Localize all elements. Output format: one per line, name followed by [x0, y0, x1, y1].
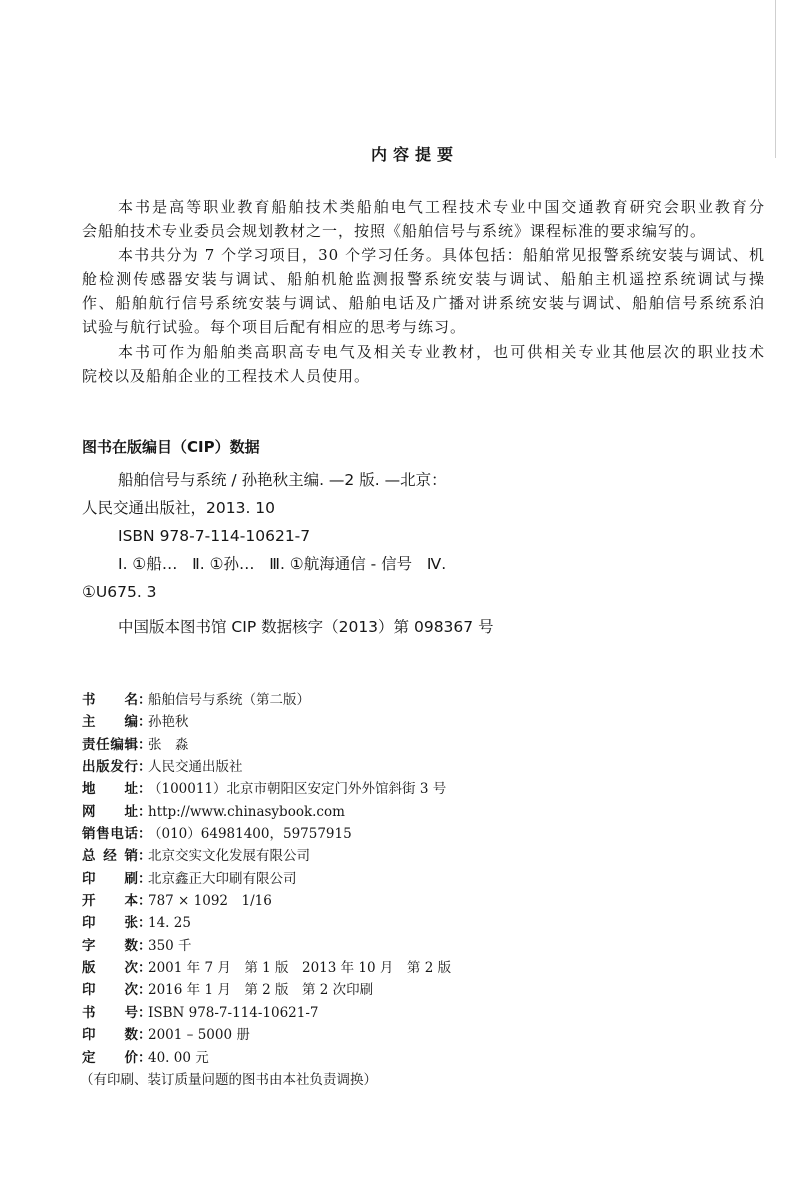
imprint-row-address	[82, 778, 682, 800]
cip-publisher-line: 人民交通出版社，2013. 10	[82, 499, 276, 517]
summary-line: 院校以及船舶企业的工程技术人员使用。	[82, 366, 371, 385]
imprint-separator: ：	[138, 781, 152, 798]
imprint-value: 2001 – 5000 册	[148, 1027, 250, 1044]
imprint-separator: ：	[138, 1049, 152, 1066]
imprint-value: 人民交通出版社	[148, 759, 243, 776]
summary-line: 本书是高等职业教育船舶技术类船舶电气工程技术专业中国交通教育研究会职业教育分	[118, 198, 765, 216]
summary-line: 会船舶技术专业委员会规划教材之一，按照《船舶信号与系统》课程标准的要求编写的。	[82, 222, 707, 241]
quality-note: （有印刷、装订质量问题的图书由本社负责调换）	[80, 1071, 377, 1088]
imprint-separator: ：	[138, 893, 152, 910]
imprint-separator: ：	[138, 870, 152, 887]
imprint-value: 14. 25	[148, 915, 191, 932]
summary-line: 本书可作为船舶类高职高专电气及相关专业教材，也可供相关专业其他层次的职业技术	[118, 342, 765, 361]
summary-paragraph	[82, 243, 765, 339]
cip-class-number-line: ①U675. 3	[82, 583, 157, 601]
cip-classification-line: Ⅰ. ①船… Ⅱ. ①孙… Ⅲ. ①航海通信 - 信号 Ⅳ.	[118, 555, 447, 573]
imprint-separator: ：	[138, 692, 152, 708]
imprint-row-price	[82, 1047, 682, 1069]
summary-line: 舱检测传感器安装与调试、船舶机舱监测报警系统安装与调试、船舶主机遥控系统调试与操	[82, 270, 765, 289]
imprint-value: 40. 00 元	[148, 1049, 209, 1066]
imprint-label: 销售电话	[82, 826, 138, 843]
imprint-label: 出版发行	[82, 759, 138, 776]
imprint-separator: ：	[138, 826, 152, 843]
imprint-value: 2016 年 1 月 第 2 版 第 2 次印刷	[148, 982, 374, 999]
summary-line: 本书共分为 7 个学习项目，30 个学习任务。具体包括：船舶常见报警系统安装与调试、机	[118, 246, 765, 265]
summary-line: 作、船舶航行信号系统安装与调试、船舶电话及广播对讲系统安装与调试、船舶信号系统系泊	[82, 294, 765, 313]
imprint-row-sales-phone	[82, 823, 682, 845]
imprint-table	[82, 689, 682, 1091]
content-summary	[82, 195, 765, 388]
imprint-label: 定 价	[82, 1049, 138, 1066]
imprint-row-sheets	[82, 912, 682, 934]
imprint-row-printing	[82, 979, 682, 1001]
imprint-value: 船舶信号与系统（第二版）	[148, 692, 310, 708]
imprint-label: 印 张	[82, 915, 138, 932]
imprint-label: 主 编	[82, 714, 138, 731]
cip-title-line: 船舶信号与系统 / 孙艳秋主编. —2 版. —北京：	[118, 471, 447, 489]
imprint-value: 2001 年 7 月 第 1 版 2013 年 10 月 第 2 版	[148, 960, 452, 977]
imprint-label: 字 数	[82, 937, 138, 954]
imprint-label: 版 次	[82, 960, 138, 977]
imprint-label: 开 本	[82, 893, 138, 910]
cip-record	[82, 466, 762, 641]
imprint-value: （010）64981400，59757915	[148, 826, 352, 843]
imprint-value: （100011）北京市朝阳区安定门外外馆斜街 3 号	[148, 781, 447, 798]
summary-title: 内容提要	[370, 145, 459, 164]
summary-paragraph	[82, 195, 765, 243]
imprint-row-website	[82, 801, 682, 823]
imprint-separator: ：	[138, 1027, 152, 1044]
imprint-label: 责任编辑	[82, 736, 138, 753]
imprint-separator: ：	[138, 915, 152, 932]
imprint-row-title	[82, 689, 682, 711]
imprint-row-printer	[82, 868, 682, 890]
imprint-row-print-run	[82, 1024, 682, 1046]
imprint-row-format	[82, 890, 682, 912]
imprint-separator: ：	[138, 759, 152, 776]
imprint-value: 787 × 1092 1/16	[148, 893, 272, 910]
imprint-row-word-count	[82, 935, 682, 957]
imprint-label: 书 名	[82, 692, 138, 708]
cip-verification-line: 中国版本图书馆 CIP 数据核字（2013）第 098367 号	[118, 618, 494, 636]
summary-paragraph	[82, 340, 765, 388]
scan-edge-line	[775, 0, 776, 158]
imprint-value: ISBN 978-7-114-10621-7	[148, 1004, 319, 1021]
imprint-label: 总 经 销	[82, 848, 138, 865]
imprint-label: 网 址	[82, 803, 138, 820]
imprint-row-distributor	[82, 845, 682, 867]
imprint-separator: ：	[138, 982, 152, 999]
imprint-label: 印 数	[82, 1027, 138, 1044]
imprint-separator: ：	[138, 803, 152, 820]
imprint-value: 孙艳秋	[148, 714, 189, 731]
imprint-label: 地 址	[82, 781, 138, 798]
imprint-label: 印 刷	[82, 870, 138, 887]
imprint-value: 350 千	[148, 937, 192, 954]
imprint-separator: ：	[138, 937, 152, 954]
imprint-row-editor	[82, 711, 682, 733]
imprint-label: 书 号	[82, 1004, 138, 1021]
imprint-row-publisher	[82, 756, 682, 778]
cip-heading: 图书在版编目（CIP）数据	[82, 438, 260, 456]
imprint-row-responsible-editor	[82, 734, 682, 756]
imprint-label: 印 次	[82, 982, 138, 999]
imprint-row-edition	[82, 957, 682, 979]
imprint-value: http://www.chinasybook.com	[148, 803, 345, 820]
imprint-separator: ：	[138, 736, 152, 753]
cip-isbn-line: ISBN 978-7-114-10621-7	[118, 527, 311, 545]
imprint-value: 张 淼	[148, 736, 189, 753]
imprint-value: 北京鑫正大印刷有限公司	[148, 870, 297, 887]
imprint-separator: ：	[138, 1004, 152, 1021]
imprint-value: 北京交实文化发展有限公司	[148, 848, 310, 865]
summary-line: 试验与航行试验。每个项目后配有相应的思考与练习。	[82, 318, 467, 337]
imprint-separator: ：	[138, 848, 152, 865]
imprint-separator: ：	[138, 714, 152, 731]
imprint-separator: ：	[138, 960, 152, 977]
imprint-row-book-number	[82, 1002, 682, 1024]
